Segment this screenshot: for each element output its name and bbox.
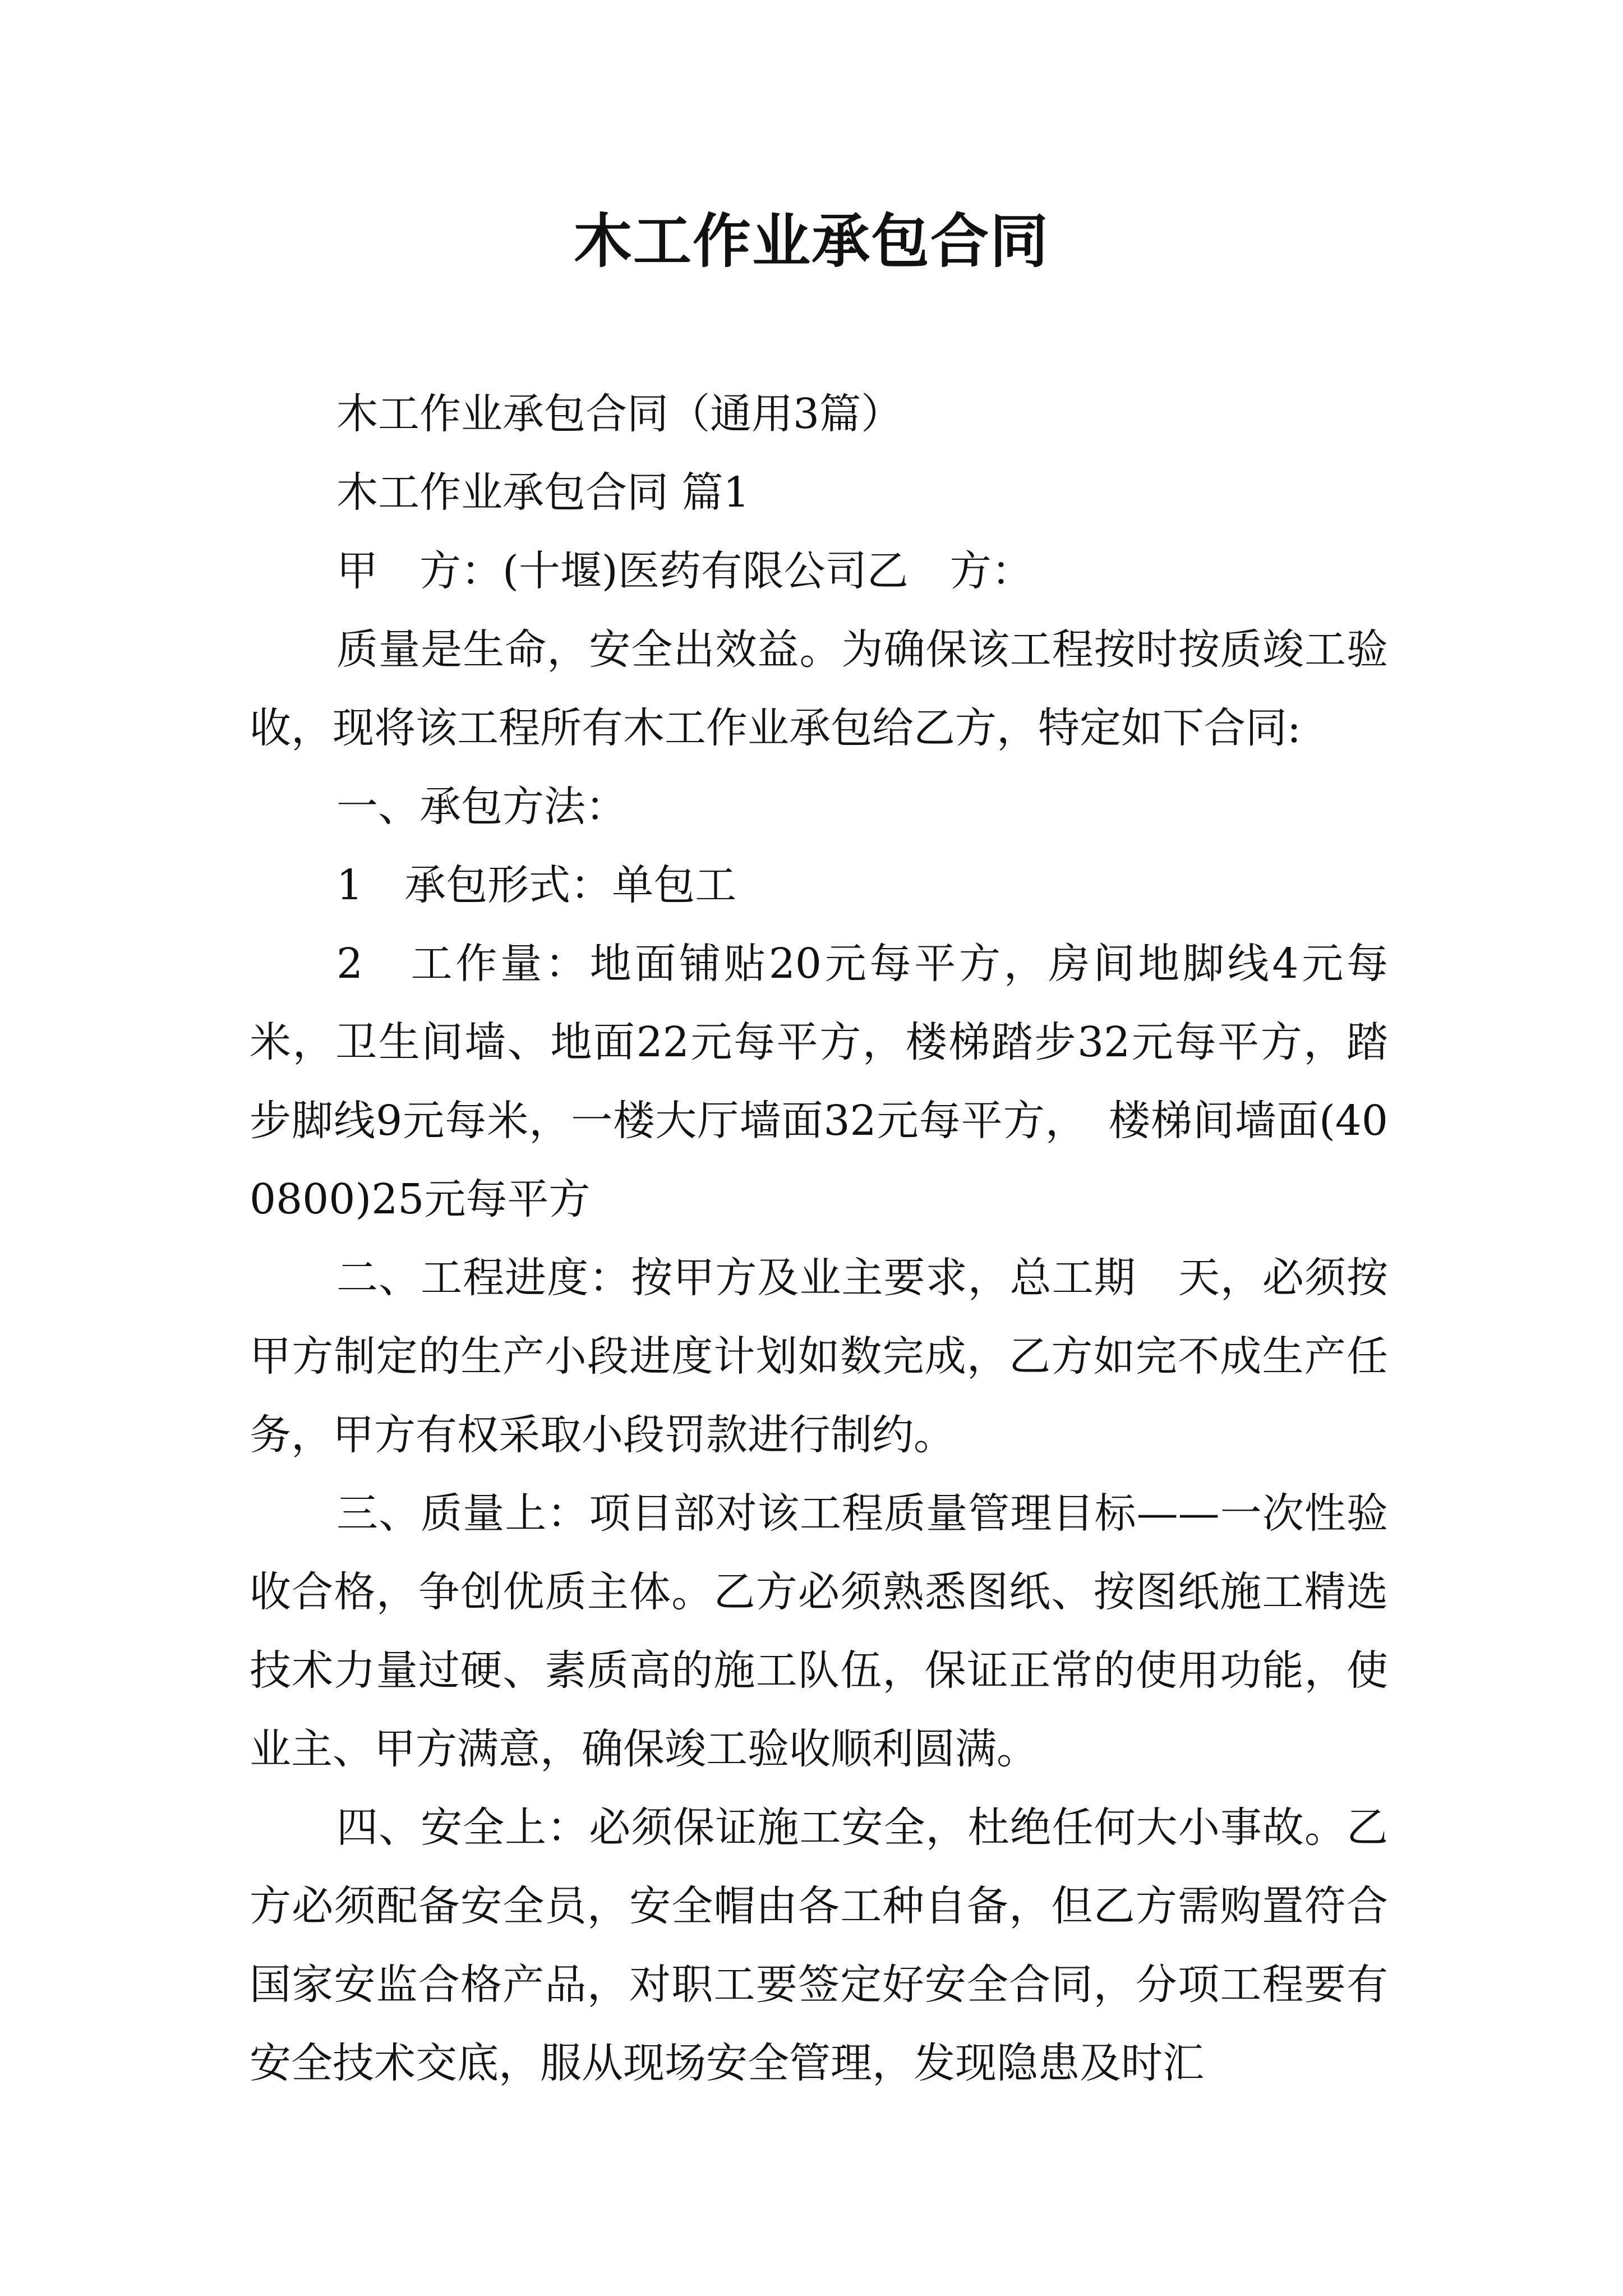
paragraph-parties: 甲 方：(十堰)医药有限公司乙 方： xyxy=(336,547,1033,595)
paragraph-safety: 四、安全上：必须保证施工安全，杜绝任何大小事故。乙方必须配备安全员，安全帽由各工种自备，但乙方需购置符合国家安监合格产品，对职工要签定好安全合同，分项工程要有安全技术交底，服从现场安全管理，发现隐患及时汇 xyxy=(250,1803,1388,2087)
paragraph-subtitle: 木工作业承包合同（通用3篇） xyxy=(336,390,903,438)
paragraph-contract-method: 一、承包方法： xyxy=(336,783,627,831)
paragraph-quality: 三、质量上：项目部对该工程质量管理目标——一次性验收合格，争创优质主体。乙方必须熟悉图纸、按图纸施工精选技术力量过硬、素质高的施工队伍，保证正常的使用功能，使业主、甲方满意，确保竣工验收顺利圆满。 xyxy=(250,1489,1388,1773)
paragraph-schedule: 二、工程进度：按甲方及业主要求，总工期 天，必须按甲方制定的生产小段进度计划如数完成，乙方如完不成生产任务，甲方有权采取小段罚款进行制约。 xyxy=(250,1254,1388,1459)
document-title: 木工作业承包合同 xyxy=(573,206,1049,275)
paragraph-contract-form: 1 承包形式：单包工 xyxy=(336,861,737,909)
paragraph-preamble: 质量是生命，安全出效益。为确保该工程按时按质竣工验收，现将该工程所有木工作业承包给乙方，特定如下合同: xyxy=(250,625,1388,752)
paragraph-workload: 2 工作量：地面铺贴20元每平方，房间地脚线4元每米，卫生间墙、地面22元每平方，楼梯踏步32元每平方，踏步脚线9元每米，一楼大厅墙面32元每平方， 楼梯间墙面(400800)25元每平方 xyxy=(250,940,1388,1223)
document-body xyxy=(250,375,1388,2102)
paragraph-section-heading: 木工作业承包合同 篇1 xyxy=(336,468,750,517)
